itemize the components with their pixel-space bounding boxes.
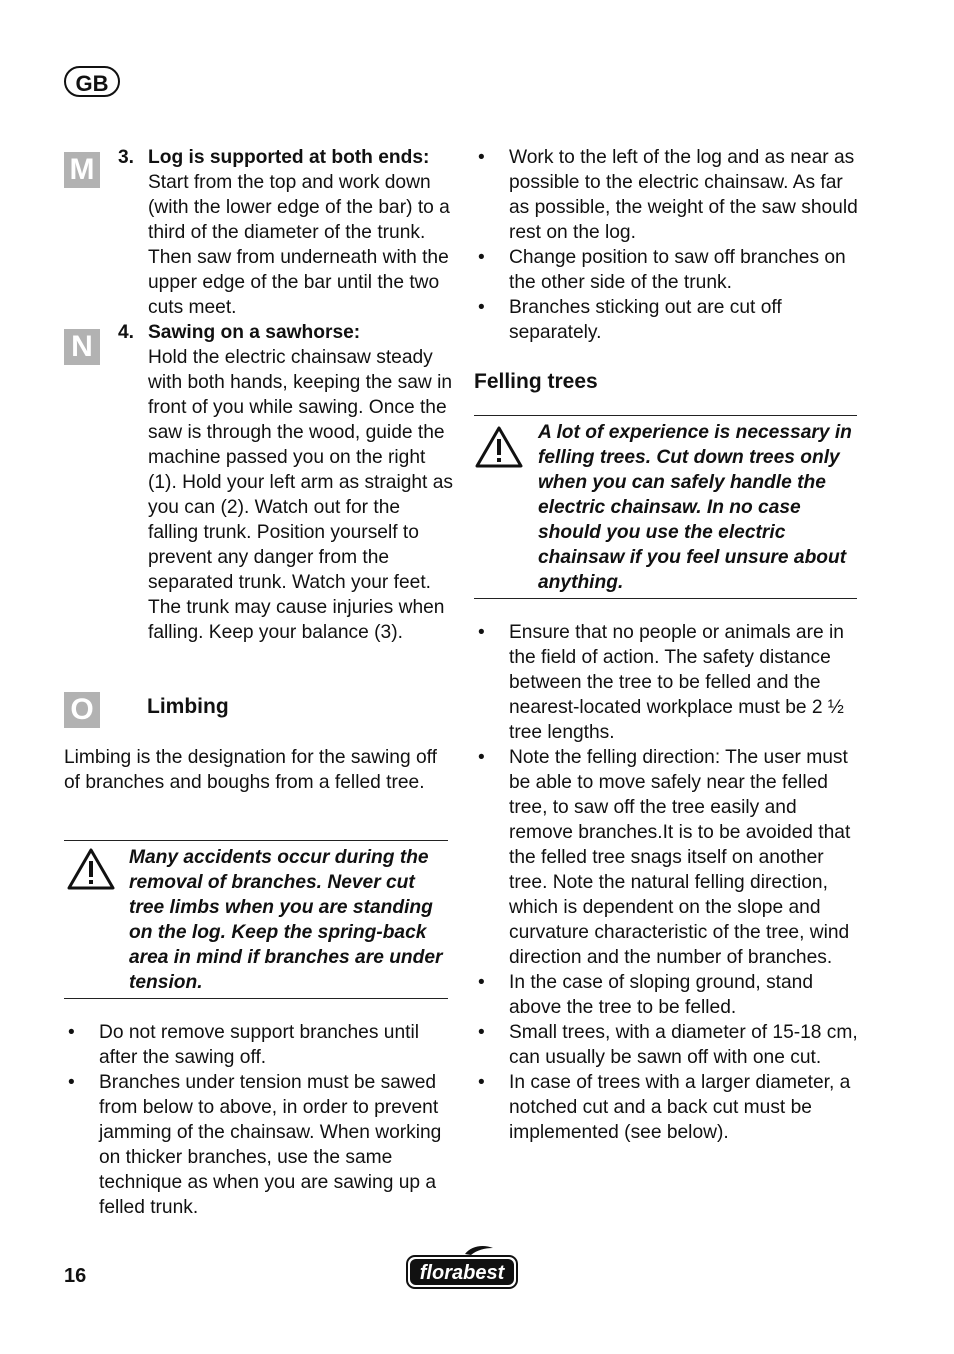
item-4-text: Hold the electric chainsaw steady with both hands, keeping the saw in front of you while sawing. Once the saw is through the wood, guide the machine passed you on the right (1). Hold your left arm as straight as you can (2). Watch out for the falling trunk. Position yourself to prevent any danger from the separated trunk. Watch your feet. The trunk may cause injuries when falling. Keep your balance (3). (148, 347, 453, 643)
list-item: • Work to the left of the log and as near as possible to the electric chainsaw. As far as possible, the weight of the saw should rest on the log. (474, 145, 859, 245)
felling-bullet-list (474, 620, 860, 1145)
item-3-title: Log is supported at both ends: (148, 147, 430, 168)
florabest-logo (405, 1244, 519, 1290)
warning-triangle-icon (66, 846, 116, 892)
item-4-title: Sawing on a sawhorse: (148, 322, 361, 343)
page-number: 16 (64, 1265, 87, 1287)
warning-top-rule (64, 840, 448, 841)
list-item: • In the case of sloping ground, stand above the tree to be felled. (474, 970, 860, 1020)
felling-heading: Felling trees (474, 370, 598, 393)
item-4 (148, 320, 453, 645)
section-marker-o: O (64, 692, 100, 728)
list-item: • Change position to saw off branches on the other side of the trunk. (474, 245, 859, 295)
brand-text: florabest (419, 1262, 505, 1284)
felling-warning-text: A lot of experience is necessary in felling trees. Cut down trees only when you can safely handle the electric chainsaw. In no case should you use the electric chainsaw if you feel unsure about anything. (538, 422, 852, 593)
section-marker-n: N (64, 329, 100, 365)
item-4-number: 4. (118, 322, 135, 343)
list-item: • Note the felling direction: The user must be able to move safely near the felled tree, to saw off the tree easily and remove branches.It is to be avoided that the felled tree snags itself on another tree. Note the natural felling direction, which is dependent on the slope and curvature characteristic of the tree, wind direction and the number of branches. (474, 745, 860, 970)
limbing-heading: Limbing (147, 695, 229, 718)
list-item: • Small trees, with a diameter of 15-18 cm, can usually be sawn off with one cut. (474, 1020, 860, 1070)
item-3-text: Start from the top and work down (with the lower edge of the bar) to a third of the diameter of the trunk. Then saw from underneath with the upper edge of the bar until the two cuts meet. (148, 172, 450, 318)
list-item: • Branches under tension must be sawed from below to above, in order to prevent jamming of the chainsaw. When working on thicker branches, use the same technique as when you are sawing up a felled trunk. (64, 1070, 450, 1220)
list-item: • Do not remove support branches until after the sawing off. (64, 1020, 450, 1070)
warning-triangle-icon (474, 424, 524, 470)
warning-bottom-rule (64, 998, 448, 999)
item-3-number: 3. (118, 147, 135, 168)
right-top-bullet-list (474, 145, 859, 345)
limbing-intro: Limbing is the designation for the sawing off of branches and boughs from a felled tree. (64, 747, 437, 793)
felling-warning-top-rule (474, 415, 857, 416)
felling-warning-bottom-rule (474, 598, 857, 599)
section-marker-m: M (64, 152, 100, 188)
list-item: • Ensure that no people or animals are in the field of action. The safety distance between the tree to be felled and the nearest-located workplace must be 2 ½ tree lengths. (474, 620, 860, 745)
limbing-bullet-list (64, 1020, 450, 1220)
item-3 (148, 145, 453, 320)
list-item: • Branches sticking out are cut off separately. (474, 295, 859, 345)
list-item: • In case of trees with a larger diameter, a notched cut and a back cut must be implemented (see below). (474, 1070, 860, 1145)
limbing-warning-text: Many accidents occur during the removal of branches. Never cut tree limbs when you are standing on the log. Keep the spring-back area in mind if branches are under tension. (129, 847, 443, 993)
language-badge: GB (64, 66, 120, 97)
